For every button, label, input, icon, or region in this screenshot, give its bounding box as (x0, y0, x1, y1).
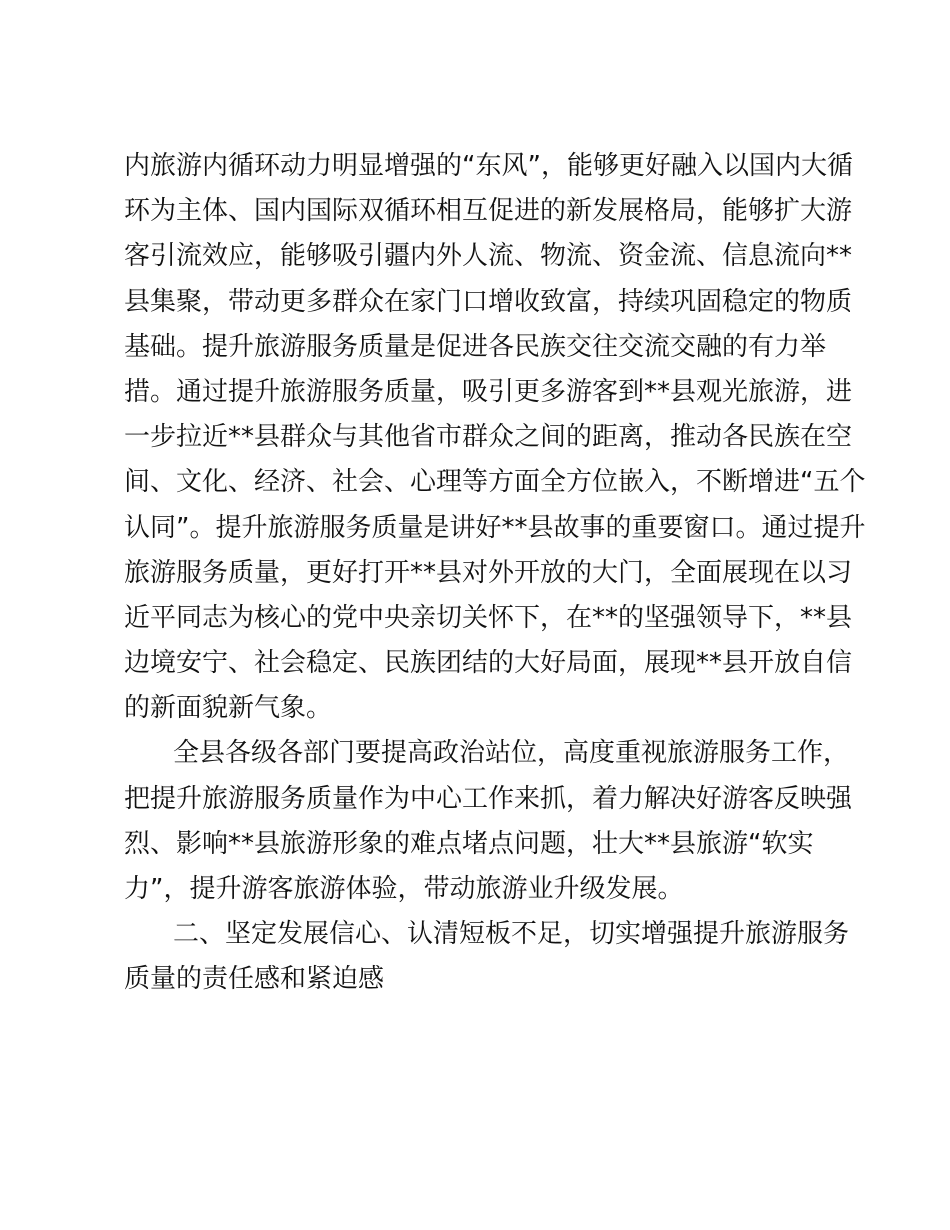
paragraph-line: 旅游服务质量，更好打开**县对外开放的大门，全面展现在以习 (124, 557, 853, 588)
paragraph-line: 环为主体、国内国际双循环相互促进的新发展格局，能够扩大游 (124, 196, 853, 227)
paragraph-line: 认同”。提升旅游服务质量是讲好**县故事的重要窗口。通过提升 (124, 512, 866, 543)
heading-line: 质量的责任感和紧迫感 (124, 964, 385, 995)
paragraph-2 (124, 731, 853, 912)
paragraph-line: 边境安宁、社会稳定、民族团结的大好局面，展现**县开放自信 (124, 648, 853, 679)
paragraph-line: 力”，提升游客旅游体验，带动旅游业升级发展。 (124, 874, 684, 904)
paragraph-line: 内旅游内循环动力明显增强的“东风”，能够更好融入以国内大循 (124, 151, 853, 181)
paragraph-line: 烈、影响**县旅游形象的难点堵点问题，壮大**县旅游“软实 (124, 828, 814, 859)
paragraph-1 (124, 144, 866, 731)
paragraph-line: 一步拉近**县群众与其他省市群众之间的距离，推动各民族在空 (124, 422, 853, 453)
paragraph-line: 间、文化、经济、社会、心理等方面全方位嵌入，不断增进“五个 (124, 467, 866, 498)
paragraph-line: 近平同志为核心的党中央亲切关怀下，在**的坚强领导下，**县 (124, 602, 853, 633)
paragraph-line: 基础。提升旅游服务质量是促进各民族交往交流交融的有力举 (124, 331, 827, 362)
paragraph-line: 措。通过提升旅游服务质量，吸引更多游客到**县观光旅游，进 (124, 376, 853, 407)
heading-line: 二、坚定发展信心、认清短板不足，切实增强提升旅游服务 (173, 919, 850, 950)
paragraph-line: 客引流效应，能够吸引疆内外人流、物流、资金流、信息流向** (124, 241, 853, 272)
document-body (124, 144, 866, 1003)
paragraph-line: 把提升旅游服务质量作为中心工作来抓，着力解决好游客反映强 (124, 783, 853, 814)
paragraph-line: 全县各级各部门要提高政治站位，高度重视旅游服务工作， (173, 738, 850, 769)
section-heading (124, 912, 850, 1002)
paragraph-line: 县集聚，带动更多群众在家门口增收致富，持续巩固稳定的物质 (124, 286, 853, 317)
paragraph-line: 的新面貌新气象。 (124, 693, 333, 724)
